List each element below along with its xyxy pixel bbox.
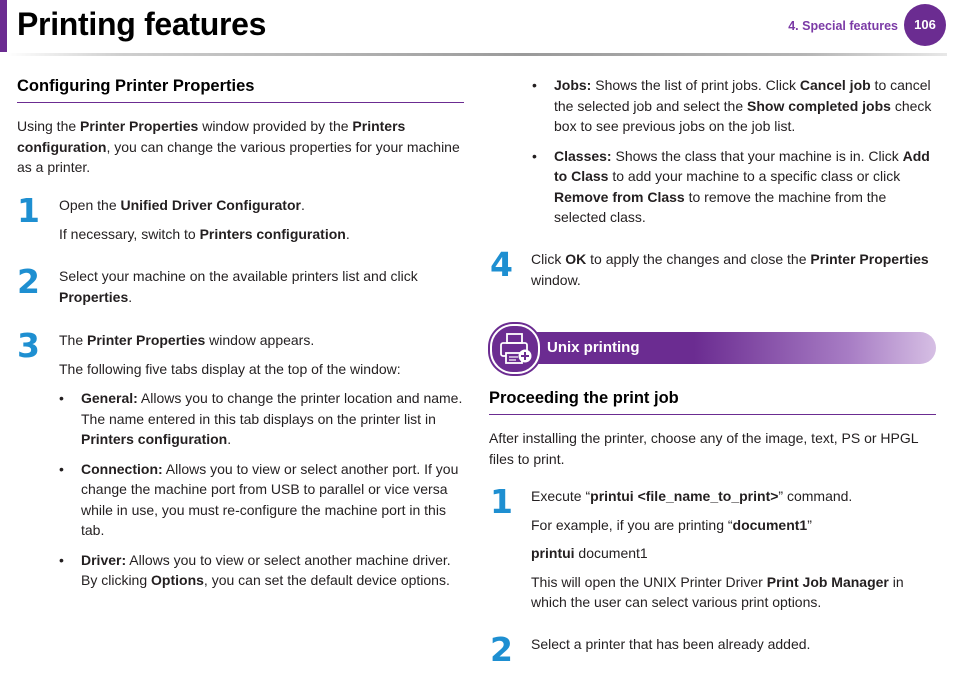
step-text: For example, if you are printing “document1” xyxy=(531,516,812,533)
step-number: 2 xyxy=(17,262,40,301)
section-heading-configuring: Configuring Printer Properties xyxy=(17,76,464,103)
right-column-top xyxy=(532,75,938,237)
tab-list-continued xyxy=(532,75,938,228)
step-text: Select a printer that has been already added. xyxy=(531,636,811,652)
section-heading-proceeding: Proceeding the print job xyxy=(489,388,936,415)
step-text: The Printer Properties window appears. xyxy=(59,332,315,348)
list-item: • General: Allows you to change the printer location and name. The name entered in this tab displays on the printer list in Printers configuration. xyxy=(59,388,464,450)
page-title: Printing features xyxy=(17,6,267,42)
step-text: Click OK to apply the changes and close the Printer Properties window. xyxy=(531,251,929,288)
printer-add-icon xyxy=(490,324,540,374)
list-item: • Driver: Allows you to view or select another machine driver. By clicking Options, you can set the default device options. xyxy=(59,550,464,591)
step-number: 3 xyxy=(17,326,40,365)
list-item: • Classes: Shows the class that your machine is in. Click Add to Class to add your machine to a specific class or click Remove from Class to remove the machine from the selected class. xyxy=(532,146,938,228)
step-number: 4 xyxy=(490,245,513,284)
step-text: This will open the UNIX Printer Driver Print Job Manager in which the user can select various print options. xyxy=(531,573,904,610)
step-text: The following five tabs display at the top of the window: xyxy=(59,360,401,377)
step-text: Execute “printui <file_name_to_print>” command. xyxy=(531,488,853,504)
step-text: Open the Unified Driver Configurator. xyxy=(59,197,305,213)
chapter-label: 4. Special features xyxy=(788,19,898,33)
tab-list xyxy=(59,388,464,591)
list-item: • Jobs: Shows the list of print jobs. Click Cancel job to cancel the selected job and select the Show completed jobs check box to see previous jobs on the job list. xyxy=(532,75,938,137)
page-number-badge: 106 xyxy=(904,4,946,46)
step-text: If necessary, switch to Printers configuration. xyxy=(59,225,350,242)
left-intro: Using the Printer Properties window provided by the Printers configuration, you can change the various properties for your machine as a printer. xyxy=(17,118,460,175)
step-number: 2 xyxy=(490,630,513,669)
header-divider xyxy=(7,53,947,56)
step-number: 1 xyxy=(490,482,513,521)
command-example: printui document1 xyxy=(531,545,648,561)
header-accent-bar xyxy=(0,0,7,52)
left-column xyxy=(17,76,464,178)
step-number: 1 xyxy=(17,191,40,230)
section-banner-unix-printing xyxy=(490,324,936,372)
list-item: • Connection: Allows you to view or select another port. If you change the machine port from USB to parallel or vice versa while in use, you must re-configure the machine port in this tab. xyxy=(59,459,464,541)
banner-title: Unix printing xyxy=(547,339,640,356)
right-column-bottom xyxy=(489,388,936,469)
right-intro: After installing the printer, choose any of the image, text, PS or HPGL files to print. xyxy=(489,430,919,467)
step-text: Select your machine on the available printers list and click Properties. xyxy=(59,268,418,305)
